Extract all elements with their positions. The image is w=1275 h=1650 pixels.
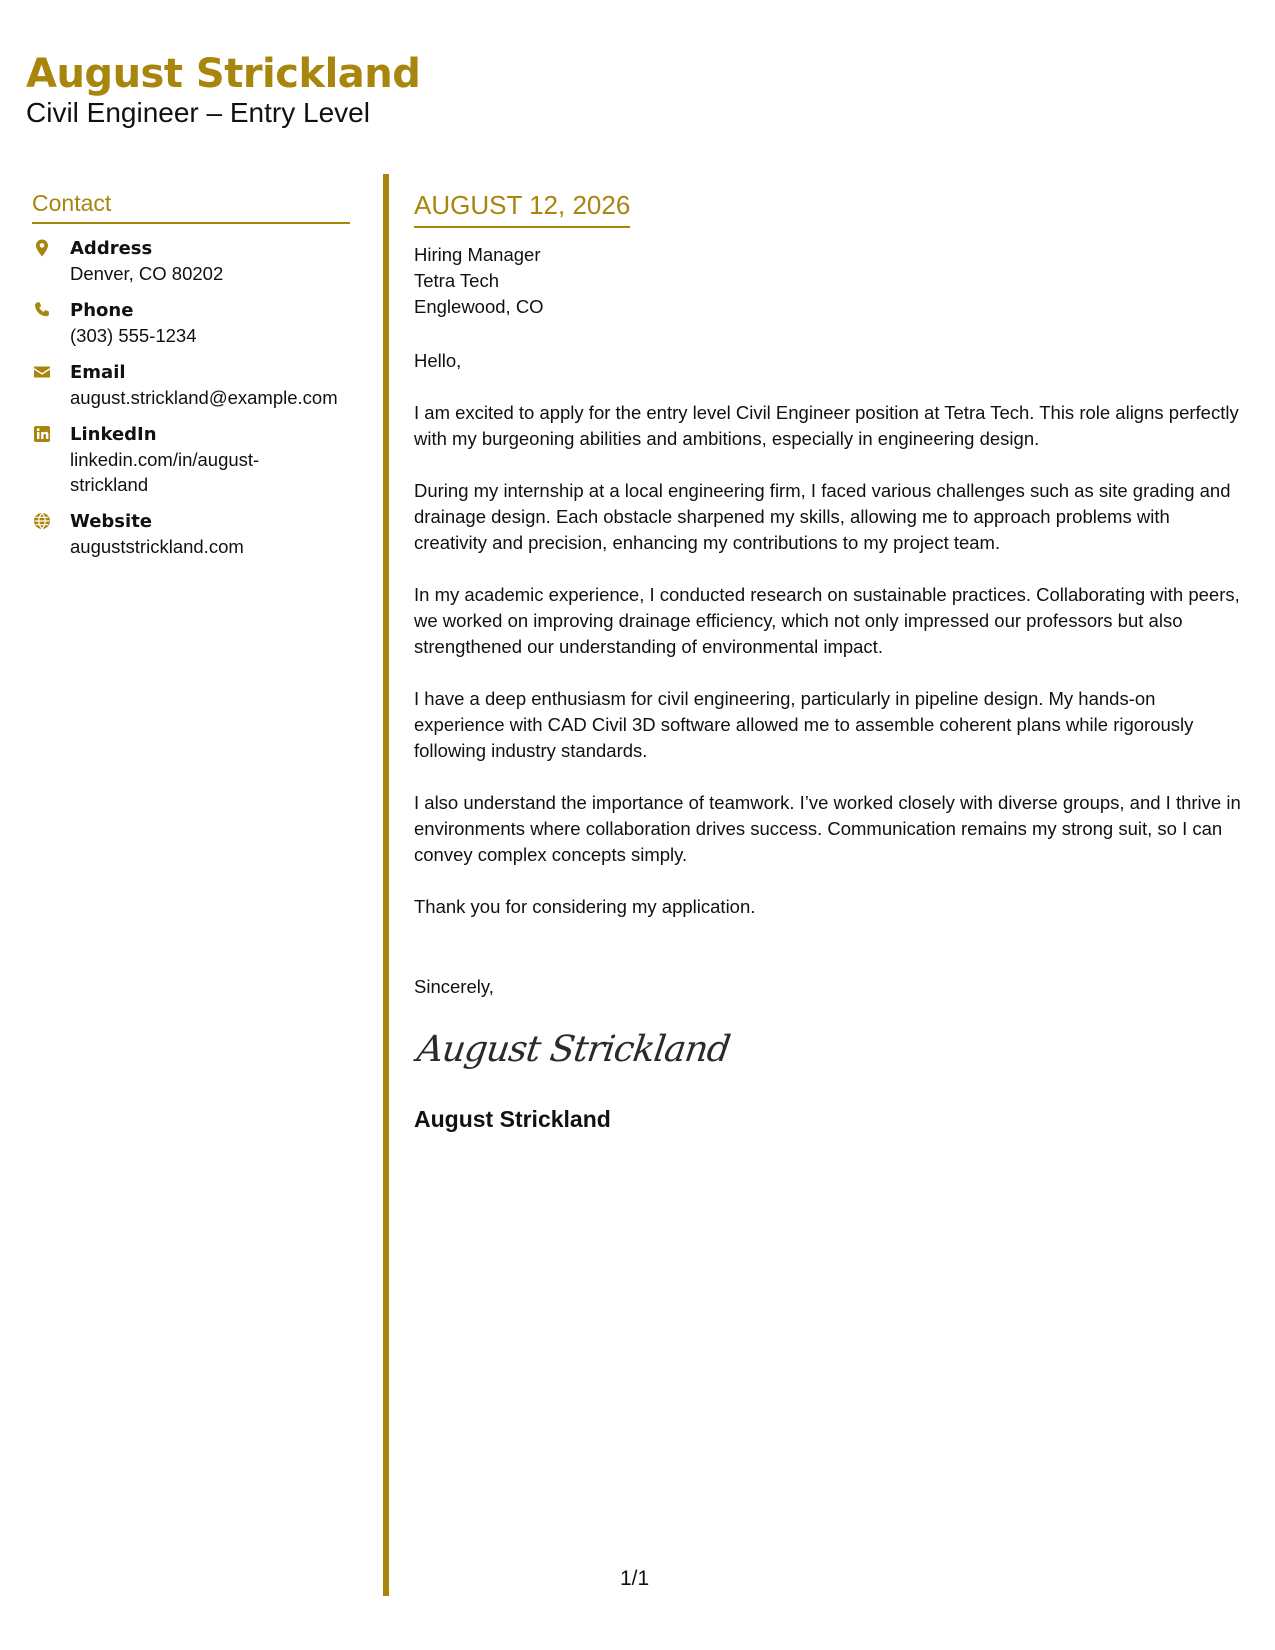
letter-body — [414, 188, 1244, 1134]
contact-phone-value: (303) 555-1234 — [70, 325, 197, 346]
letter-header — [26, 50, 420, 130]
phone-icon — [32, 300, 52, 320]
column-divider — [383, 174, 389, 1596]
contact-address — [32, 236, 350, 286]
contact-website — [32, 509, 350, 559]
paragraph: Thank you for considering my application. — [414, 896, 756, 917]
paragraph: I am excited to apply for the entry level Civil Engineer position at Tetra Tech. This role aligns perfectly with my burgeoning abilities and ambitions, especially in engineering design. — [414, 402, 1239, 449]
handwritten-signature: August Strickland — [414, 1029, 733, 1070]
paragraph: During my internship at a local engineering firm, I faced various challenges such as site grading and drainage design. Each obstacle sharpened my skills, allowing me to approach problems with creativity and precision, enhancing my contributions to my project team. — [414, 480, 1231, 553]
contact-phone — [32, 298, 350, 348]
contact-list — [32, 236, 350, 559]
map-pin-icon — [32, 238, 52, 258]
paragraph: In my academic experience, I conducted research on sustainable practices. Collaborating with peers, we worked on improving drainage efficiency, which not only impressed our professors but also strengthened our understanding of environmental impact. — [414, 584, 1240, 657]
contact-phone-label: Phone — [70, 300, 134, 321]
contact-email-value: august.strickland@example.com — [70, 387, 338, 408]
globe-icon — [32, 511, 52, 531]
contact-linkedin — [32, 422, 350, 497]
letter-date: AUGUST 12, 2026 — [414, 188, 630, 228]
recipient-block — [414, 242, 1244, 320]
contact-sidebar — [32, 188, 350, 571]
recipient-company: Tetra Tech — [414, 270, 500, 291]
applicant-role: Civil Engineer – Entry Level — [26, 97, 370, 128]
contact-email-label: Email — [70, 362, 126, 383]
greeting: Hello, — [414, 350, 462, 371]
applicant-name: August Strickland — [26, 51, 421, 97]
contact-linkedin-label: LinkedIn — [70, 424, 157, 445]
envelope-icon — [32, 362, 52, 382]
paragraph: I have a deep enthusiasm for civil engineering, particularly in pipeline design. My hands-on experience with CAD Civil 3D software allowed me to assemble coherent plans while rigorously following industry standards. — [414, 688, 1194, 761]
contact-heading: Contact — [32, 188, 350, 224]
recipient-location: Englewood, CO — [414, 296, 544, 317]
contact-website-value: auguststrickland.com — [70, 536, 244, 557]
contact-linkedin-value: linkedin.com/in/august-strickland — [70, 449, 260, 495]
recipient-title: Hiring Manager — [414, 244, 541, 265]
contact-email — [32, 360, 350, 410]
signed-name: August Strickland — [414, 1106, 611, 1132]
linkedin-icon — [32, 424, 52, 444]
contact-address-value: Denver, CO 80202 — [70, 263, 224, 284]
paragraph: I also understand the importance of teamwork. I’ve worked closely with diverse groups, and I thrive in environments where collaboration drives success. Communication remains my strong suit, so I can convey complex concepts simply. — [414, 792, 1241, 865]
page-number: 1/1 — [620, 1567, 650, 1590]
closing: Sincerely, — [414, 976, 494, 997]
contact-website-label: Website — [70, 511, 153, 532]
contact-address-label: Address — [70, 238, 153, 259]
